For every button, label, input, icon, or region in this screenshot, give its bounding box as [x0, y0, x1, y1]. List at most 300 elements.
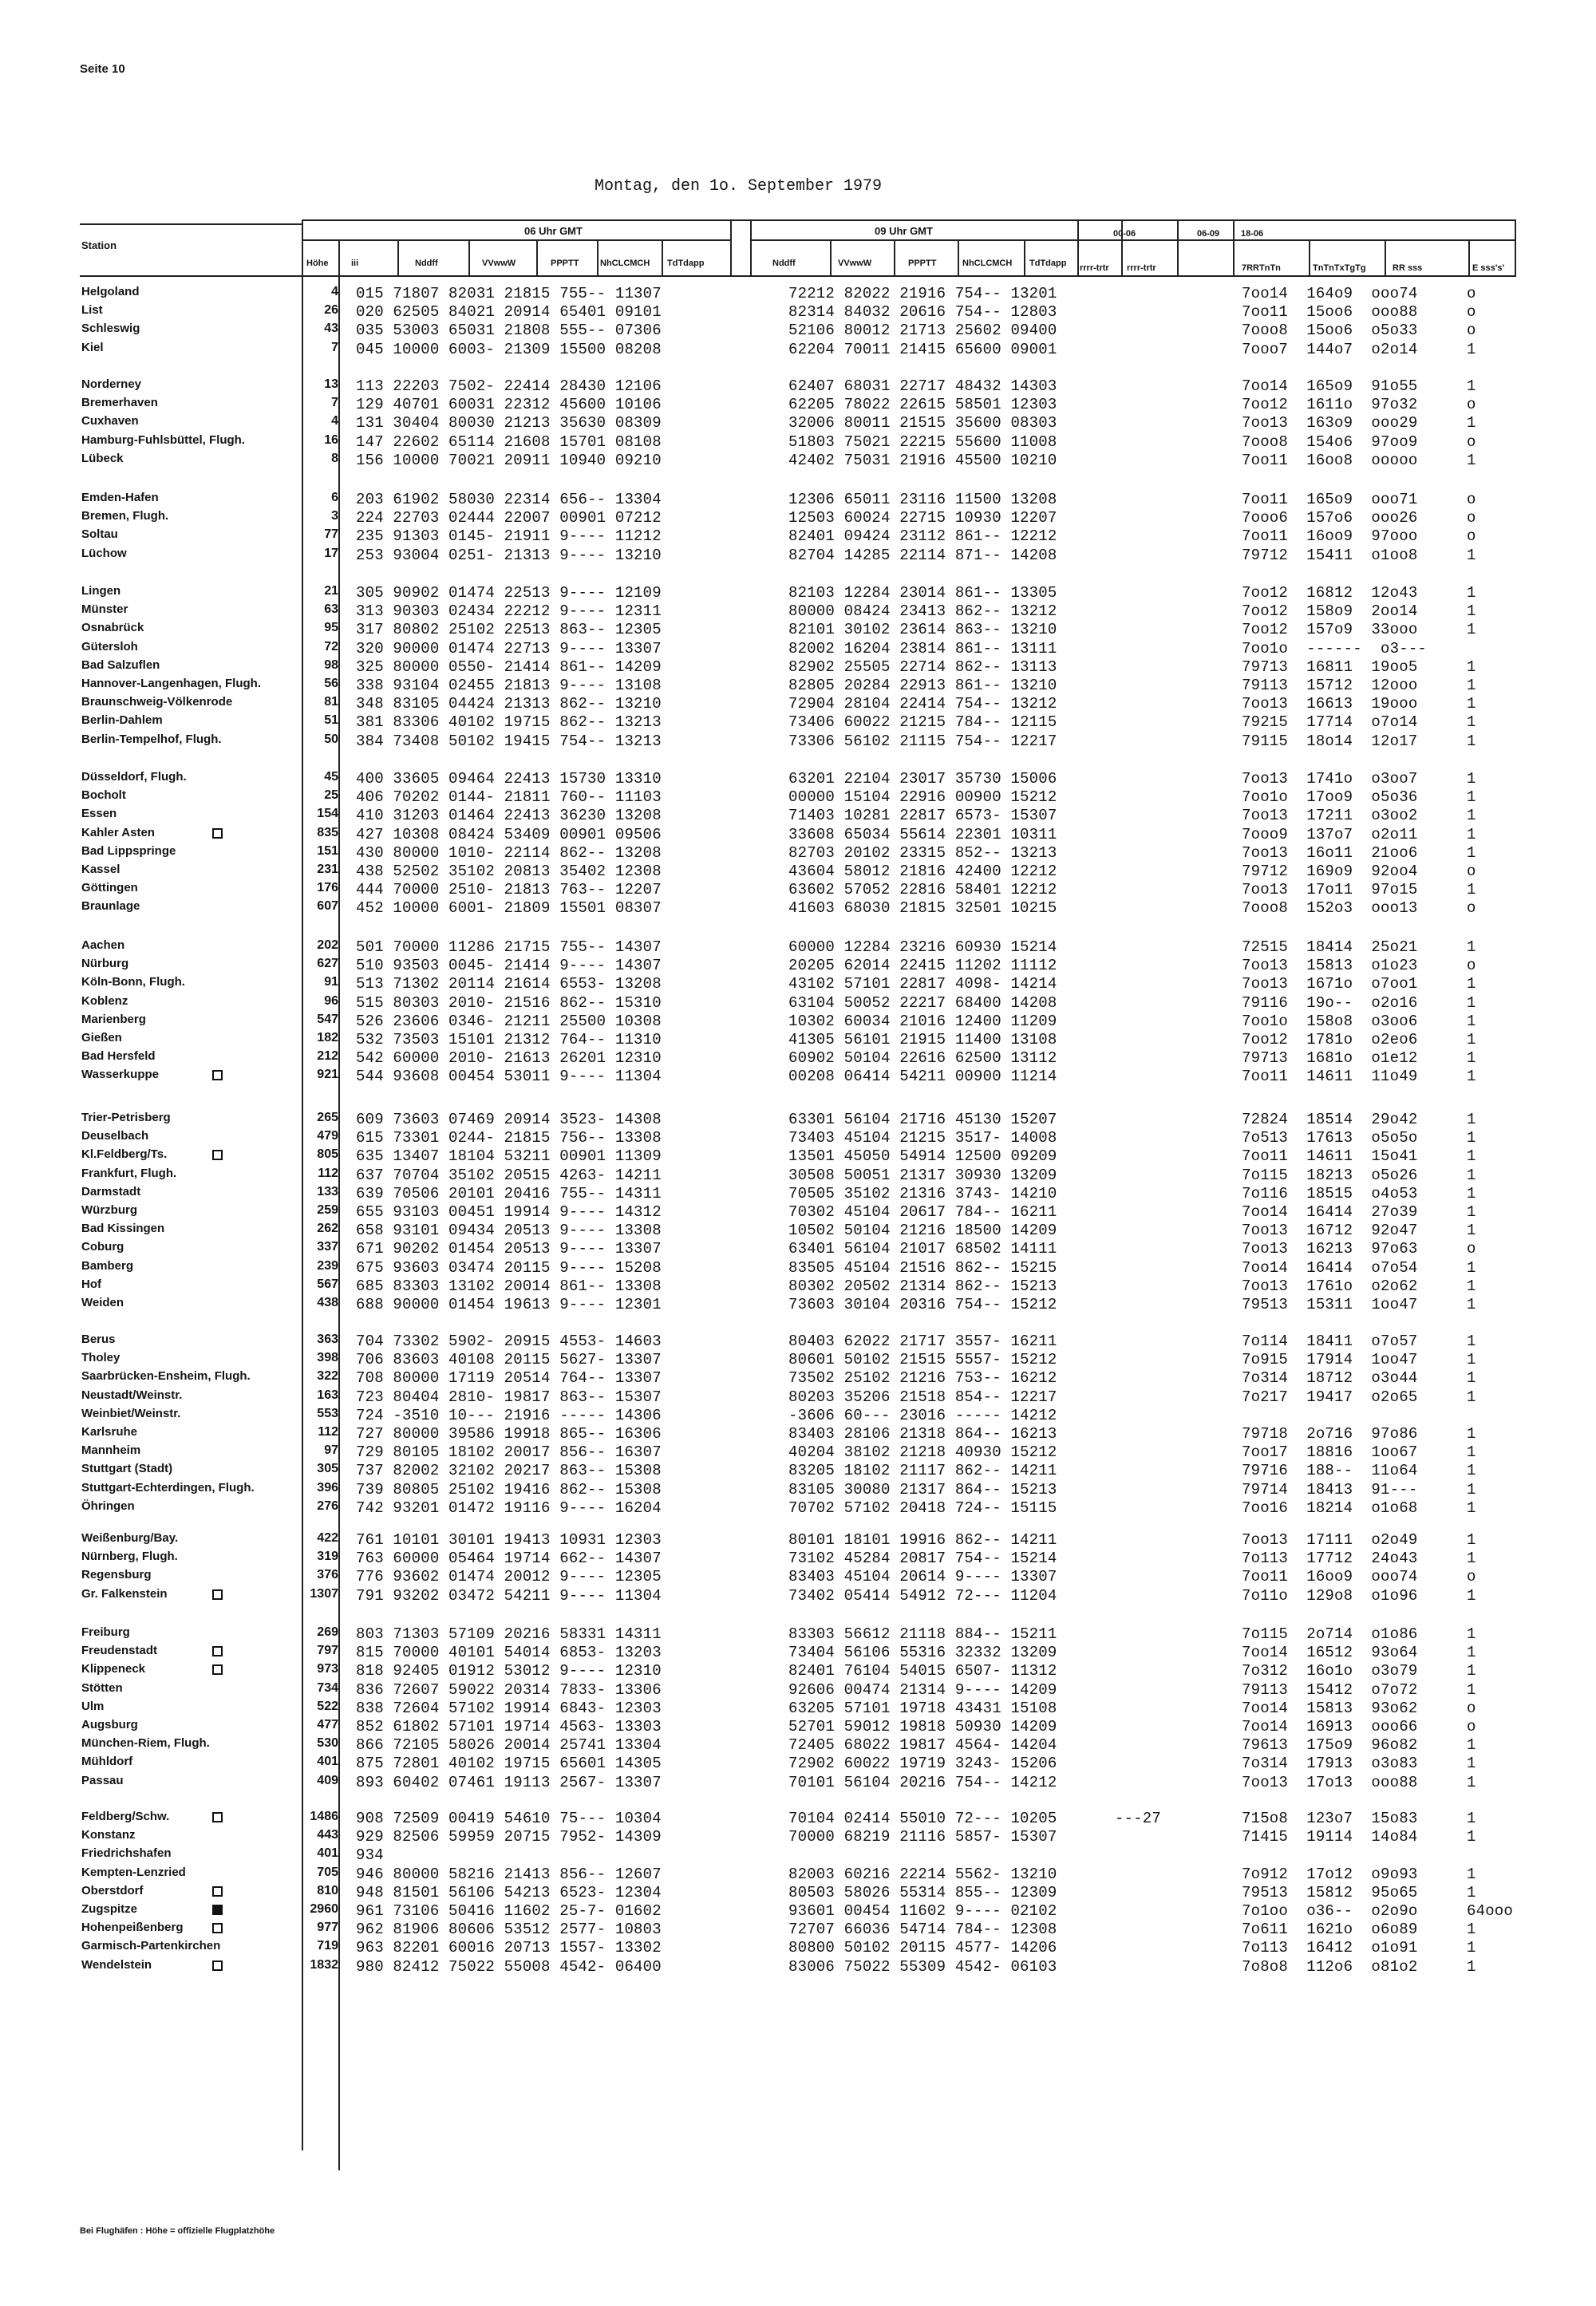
station-name: Berlin-Tempelhof, Flugh.: [81, 732, 222, 746]
obs-09-values: 82703 20102 23315 852-- 13213: [788, 843, 1057, 862]
obs-09-values: 82805 20284 22913 861-- 13210: [788, 677, 1057, 694]
obs-09-values: 70505 35102 21316 3743- 14210: [788, 1184, 1057, 1202]
snow-state-value: o: [1467, 1718, 1476, 1735]
station-height: 705: [317, 1865, 338, 1879]
obs-09-values: 20205 62014 22415 11202 11112: [788, 957, 1057, 975]
obs-06-values: 815 70000 40101 54014 6853- 13203: [356, 1644, 662, 1662]
page-label: Seite 10: [80, 62, 125, 76]
obs-09-values: 13501 45050 54914 12500 09209: [788, 1147, 1057, 1166]
station-name: Schleswig: [81, 322, 140, 336]
obs-06-values: 838 72604 57102 19914 6843- 12303: [356, 1699, 662, 1717]
station-height: 97: [324, 1443, 338, 1458]
station-height: 398: [317, 1351, 338, 1365]
obs-09-values: 71403 10281 22817 6573- 15307: [788, 807, 1057, 825]
obs-09-values: 72212 82022 21916 754-- 13201: [788, 285, 1057, 302]
temp-18-06-values: 7oo14 16414 27o39: [1242, 1203, 1418, 1221]
snow-state-value: 1: [1467, 770, 1476, 788]
obs-06-values: 147 22602 65114 21608 15701 08108: [356, 432, 662, 451]
station-name: Darmstadt: [81, 1184, 141, 1198]
temp-18-06-values: 7oo12 158o9 2oo14: [1242, 602, 1418, 621]
temp-18-06-values: 7o217 19417 o2o65: [1242, 1388, 1418, 1406]
station-height: 202: [317, 938, 338, 952]
station-name: Nürburg: [81, 957, 129, 971]
temp-18-06-values: 7oo14 164o9 ooo74: [1242, 285, 1418, 302]
temp-18-06-values: 7oo14 15813 93o62: [1242, 1699, 1418, 1717]
header-09-ppptt: PPPTT: [908, 259, 937, 268]
precip-extra: ---27: [1115, 1810, 1162, 1827]
temp-18-06-values: 7o113 17712 24o43: [1242, 1550, 1418, 1568]
snow-state-value: 1: [1467, 1203, 1476, 1221]
obs-06-values: 963 82201 60016 20713 1557- 13302: [356, 1939, 662, 1957]
obs-09-values: 32006 80011 21515 35600 08303: [788, 414, 1057, 432]
obs-06-values: 818 92405 01912 53012 9---- 12310: [356, 1662, 662, 1680]
temp-18-06-values: 7oo11 16oo9 ooo74: [1242, 1568, 1418, 1586]
temp-18-06-values: 7o113 16412 o1o91: [1242, 1939, 1418, 1957]
temp-18-06-values: 715o8 123o7 15o83: [1242, 1810, 1418, 1827]
station-height: 2960: [310, 1902, 338, 1916]
snow-state-value: 1: [1467, 1939, 1476, 1957]
station-height: 805: [317, 1147, 338, 1162]
obs-09-values: 63201 22104 23017 35730 15006: [788, 770, 1057, 788]
station-name: Neustadt/Weinstr.: [81, 1388, 183, 1402]
obs-06-values: 320 90000 01474 22713 9---- 13307: [356, 639, 662, 657]
obs-09-values: 80403 62022 21717 3557- 16211: [788, 1333, 1057, 1350]
station-name: Bad Kissingen: [81, 1222, 165, 1236]
snow-state-value: 1: [1467, 451, 1476, 469]
station-name: Würzburg: [81, 1203, 137, 1217]
station-height: 51: [324, 713, 338, 728]
header-tx: TnTnTxTgTg: [1313, 263, 1366, 273]
snow-state-value: 1: [1467, 1644, 1476, 1662]
station-name: Weißenburg/Bay.: [81, 1531, 179, 1545]
snow-state-value: 1: [1467, 414, 1476, 432]
obs-09-values: 40204 38102 21218 40930 15212: [788, 1443, 1057, 1462]
station-name: Lübeck: [81, 451, 124, 465]
station-name: Friedrichshafen: [81, 1846, 172, 1861]
station-name: Deuselbach: [81, 1129, 149, 1143]
obs-06-values: 737 82002 32102 20217 863-- 15308: [356, 1462, 662, 1480]
obs-06-values: 742 93201 01472 19116 9---- 16204: [356, 1499, 662, 1517]
temp-18-06-values: 79113 15712 12ooo: [1242, 677, 1418, 694]
obs-06-values: 317 80802 25102 22513 863-- 12305: [356, 621, 662, 639]
obs-06-values: 609 73603 07469 20914 3523- 14308: [356, 1111, 662, 1128]
header-09-vvwww: VVwwW: [838, 259, 872, 268]
obs-06-values: 384 73408 50102 19415 754-- 13213: [356, 732, 662, 750]
obs-06-values: 406 70202 0144- 21811 760-- 11103: [356, 788, 662, 807]
snow-state-value: 1: [1467, 1531, 1476, 1549]
mountain-station-square-icon: [212, 1070, 223, 1080]
station-height: 422: [317, 1531, 338, 1545]
obs-09-values: 33608 65034 55614 22301 10311: [788, 825, 1057, 843]
obs-06-values: 934: [356, 1846, 384, 1865]
station-name: Helgoland: [81, 285, 140, 298]
station-height: 72: [324, 639, 338, 653]
obs-06-values: 305 90902 01474 22513 9---- 12109: [356, 584, 662, 602]
station-name: Zugspitze: [81, 1902, 137, 1916]
station-name: Ulm: [81, 1699, 105, 1713]
station-height: 1307: [310, 1586, 338, 1601]
station-height: 17: [324, 546, 338, 560]
temp-18-06-values: 7oo13 1671o o7oo1: [1242, 975, 1418, 993]
temp-18-06-values: 7oo13 16712 92o47: [1242, 1222, 1418, 1240]
station-height: 151: [317, 843, 338, 858]
snow-state-value: 1: [1467, 677, 1476, 694]
station-height: 401: [317, 1755, 338, 1769]
obs-06-values: 791 93202 03472 54211 9---- 11304: [356, 1586, 662, 1605]
obs-09-values: 73603 30104 20316 754-- 15212: [788, 1296, 1057, 1313]
temp-18-06-values: 7o1oo o36-- o2o9o: [1242, 1902, 1418, 1920]
station-name: Cuxhaven: [81, 414, 139, 428]
station-name: Oberstdorf: [81, 1883, 144, 1897]
temp-18-06-values: 7oo13 17211 o3oo2: [1242, 807, 1418, 825]
station-height: 239: [317, 1258, 338, 1273]
station-name: Berus: [81, 1333, 116, 1346]
station-name: Augsburg: [81, 1718, 138, 1731]
station-height: 4: [331, 285, 338, 298]
header-06-ppptt: PPPTT: [551, 259, 579, 268]
obs-06-values: 348 83105 04424 21313 862-- 13210: [356, 695, 662, 713]
snow-state-value: 1: [1467, 1296, 1476, 1313]
obs-09-values: 43102 57101 22817 4098- 14214: [788, 975, 1057, 993]
station-name: Köln-Bonn, Flugh.: [81, 975, 185, 989]
station-name: Kassel: [81, 863, 120, 876]
obs-09-values: 83403 45104 20614 9---- 13307: [788, 1568, 1057, 1586]
obs-06-values: 727 80000 39586 19918 865-- 16306: [356, 1425, 662, 1443]
obs-09-values: 83205 18102 21117 862-- 14211: [788, 1462, 1057, 1480]
station-height: 112: [318, 1425, 338, 1439]
obs-09-values: 41603 68030 21815 32501 10215: [788, 899, 1057, 918]
snow-state-value: 1: [1467, 1443, 1476, 1462]
header-09-nhclcmch: NhCLCMCH: [962, 259, 1013, 268]
station-name: Frankfurt, Flugh.: [81, 1166, 177, 1180]
temp-18-06-values: 7o114 18411 o7o57: [1242, 1333, 1418, 1350]
obs-09-values: 60902 50104 22616 62500 13112: [788, 1049, 1057, 1068]
obs-06-values: 325 80000 0550- 21414 861-- 14209: [356, 657, 662, 676]
station-name: Hof: [81, 1277, 101, 1291]
station-height: 96: [324, 993, 338, 1008]
temp-18-06-values: 79714 18413 91---: [1242, 1480, 1418, 1499]
temp-18-06-values: 79116 19o-- o2o16: [1242, 993, 1418, 1012]
station-height: 810: [317, 1883, 338, 1897]
obs-06-values: 655 93103 00451 19914 9---- 14312: [356, 1203, 662, 1221]
snow-state-value: 1: [1467, 546, 1476, 564]
header-18-06: 18-06: [1241, 229, 1264, 239]
obs-09-values: 82003 60216 22214 5562- 13210: [788, 1865, 1057, 1883]
temp-18-06-values: 7oo17 18816 1oo67: [1242, 1443, 1418, 1462]
header-06-tdtdapp: TdTdapp: [667, 259, 705, 268]
station-height: 276: [317, 1499, 338, 1513]
station-name: Berlin-Dahlem: [81, 713, 163, 728]
station-name: Gr. Falkenstein: [81, 1586, 168, 1601]
temp-18-06-values: 7oo16 18214 o1o68: [1242, 1499, 1418, 1517]
station-height: 182: [317, 1031, 338, 1044]
station-name: Gießen: [81, 1031, 122, 1044]
obs-09-values: 63205 57101 19718 43431 15108: [788, 1699, 1057, 1717]
snow-state-value: o: [1467, 1240, 1476, 1258]
snow-state-value: 1: [1467, 1369, 1476, 1388]
obs-06-values: 946 80000 58216 21413 856-- 12607: [356, 1865, 662, 1883]
snow-state-value: o: [1467, 432, 1476, 451]
station-height: 376: [317, 1568, 338, 1582]
obs-06-values: 836 72607 59022 20314 7833- 13306: [356, 1680, 662, 1699]
temp-18-06-values: 7o11o 129o8 o1o96: [1242, 1586, 1418, 1605]
obs-06-values: 129 40701 60031 22312 45600 10106: [356, 396, 662, 414]
obs-06-values: 671 90202 01454 20513 9---- 13307: [356, 1240, 662, 1258]
temp-18-06-values: 7oo1o 158o8 o3oo6: [1242, 1012, 1418, 1030]
obs-06-values: 526 23606 0346- 21211 25500 10308: [356, 1012, 662, 1030]
station-name: Kahler Asten: [81, 825, 155, 839]
snow-state-value: 1: [1467, 695, 1476, 713]
station-height: 163: [317, 1388, 338, 1402]
header-09-gmt: 09 Uhr GMT: [875, 225, 933, 237]
station-height: 719: [317, 1939, 338, 1953]
obs-09-values: 72902 60022 19719 3243- 15206: [788, 1755, 1057, 1773]
temp-18-06-values: 7oo11 14611 15o41: [1242, 1147, 1418, 1166]
snow-state-value: o: [1467, 491, 1476, 508]
station-name: Koblenz: [81, 993, 128, 1008]
snow-state-value: 1: [1467, 1012, 1476, 1030]
temp-18-06-values: 72515 18414 25o21: [1242, 938, 1418, 956]
header-00-06: 00-06: [1113, 229, 1136, 239]
station-height: 477: [317, 1718, 338, 1731]
snow-state-value: 1: [1467, 1277, 1476, 1295]
obs-09-values: 51803 75021 22215 55600 11008: [788, 432, 1057, 451]
obs-09-values: 41305 56101 21915 11400 13108: [788, 1031, 1057, 1048]
temp-18-06-values: 79713 16811 19oo5: [1242, 657, 1418, 676]
snow-state-value: o: [1467, 527, 1476, 546]
obs-06-values: 852 61802 57101 19714 4563- 13303: [356, 1718, 662, 1735]
obs-06-values: 948 81501 56106 54213 6523- 12304: [356, 1883, 662, 1901]
obs-06-values: 203 61902 58030 22314 656-- 13304: [356, 491, 662, 508]
filled-square-icon: [212, 1905, 223, 1915]
snow-state-value: 1: [1467, 584, 1476, 602]
temp-18-06-values: 7oo13 1761o o2o62: [1242, 1277, 1418, 1295]
obs-09-values: 73306 56102 21115 754-- 12217: [788, 732, 1057, 750]
temp-18-06-values: 7oo13 16o11 21oo6: [1242, 843, 1418, 862]
obs-09-values: 00000 15104 22916 00900 15212: [788, 788, 1057, 807]
station-height: 319: [317, 1550, 338, 1564]
station-height: 322: [317, 1369, 338, 1384]
temp-18-06-values: 7oo11 165o9 ooo71: [1242, 491, 1418, 508]
station-height: 734: [317, 1680, 338, 1695]
snow-state-value: 1: [1467, 1111, 1476, 1128]
station-name: Göttingen: [81, 881, 138, 895]
obs-06-values: 510 93503 0045- 21414 9---- 14307: [356, 957, 662, 975]
temp-18-06-values: 7ooo8 15oo6 o5o33: [1242, 322, 1418, 340]
obs-09-values: 80503 58026 55314 855-- 12309: [788, 1883, 1057, 1901]
obs-06-values: 542 60000 2010- 21613 26201 12310: [356, 1049, 662, 1068]
station-name: List: [81, 303, 103, 318]
station-height: 112: [318, 1166, 338, 1180]
temp-18-06-values: 7oo14 16414 o7o54: [1242, 1258, 1418, 1277]
obs-09-values: 82401 76104 54015 6507- 11312: [788, 1662, 1057, 1680]
obs-09-values: 70104 02414 55010 72--- 10205: [788, 1810, 1057, 1827]
snow-state-value: o: [1467, 863, 1476, 880]
snow-state-value: 1: [1467, 1480, 1476, 1499]
obs-09-values: 80000 08424 23413 862-- 13212: [788, 602, 1057, 621]
station-height: 56: [324, 677, 338, 690]
temp-18-06-values: 7oo11 14611 11o49: [1242, 1068, 1418, 1086]
obs-09-values: 10502 50104 21216 18500 14209: [788, 1222, 1057, 1240]
mountain-station-square-icon: [212, 1923, 223, 1933]
snow-state-value: 1: [1467, 1031, 1476, 1048]
snow-state-value: 1: [1467, 1828, 1476, 1846]
obs-06-values: 980 82412 75022 55008 4542- 06400: [356, 1957, 662, 1976]
obs-09-values: -3606 60--- 23016 ----- 14212: [788, 1406, 1057, 1424]
header-station: Station: [81, 239, 117, 251]
station-height: 26: [324, 303, 338, 318]
obs-06-values: 131 30404 80030 21213 35630 08309: [356, 414, 662, 432]
obs-06-values: 513 71302 20114 21614 6553- 13208: [356, 975, 662, 993]
obs-09-values: 10302 60034 21016 12400 11209: [788, 1012, 1057, 1030]
station-height: 547: [317, 1012, 338, 1026]
snow-state-value: 1: [1467, 1462, 1476, 1480]
obs-09-values: 92606 00474 21314 9---- 14209: [788, 1680, 1057, 1699]
snow-state-value: 1: [1467, 1184, 1476, 1202]
temp-18-06-values: 7oo11 16oo8 ooooo: [1242, 451, 1418, 469]
temp-18-06-values: 7oo13 16213 97o63: [1242, 1240, 1418, 1258]
station-height: 231: [317, 863, 338, 876]
snow-state-value: 1: [1467, 1258, 1476, 1277]
snow-state-value: 1: [1467, 825, 1476, 843]
obs-06-values: 637 70704 35102 20515 4263- 14211: [356, 1166, 662, 1184]
obs-09-values: 63301 56104 21716 45130 15207: [788, 1111, 1057, 1128]
station-name: Mühldorf: [81, 1755, 133, 1769]
header-06-nhclcmch: NhCLCMCH: [600, 259, 650, 268]
obs-06-values: 723 80404 2810- 19817 863-- 15307: [356, 1388, 662, 1406]
station-height: 921: [317, 1068, 338, 1082]
station-name: Nürnberg, Flugh.: [81, 1550, 178, 1564]
station-name: Osnabrück: [81, 621, 144, 635]
obs-09-values: 72904 28104 22414 754-- 13212: [788, 695, 1057, 713]
obs-06-values: 706 83603 40108 20115 5627- 13307: [356, 1351, 662, 1369]
header-hoehe: Höhe: [306, 259, 329, 268]
obs-09-values: 82103 12284 23014 861-- 13305: [788, 584, 1057, 602]
mountain-station-square-icon: [212, 1664, 223, 1675]
temp-18-06-values: 7ooo6 157o6 ooo26: [1242, 509, 1418, 527]
snow-state-value: 1: [1467, 1425, 1476, 1443]
station-name: Bremerhaven: [81, 396, 158, 410]
station-name: Feldberg/Schw.: [81, 1810, 170, 1823]
station-name: Hamburg-Fuhlsbüttel, Flugh.: [81, 432, 245, 447]
snow-state-value: o: [1467, 396, 1476, 414]
snow-state-value: 1: [1467, 1755, 1476, 1773]
snow-state-value: 1: [1467, 938, 1476, 956]
obs-06-values: 253 93004 0251- 21313 9---- 13210: [356, 546, 662, 564]
station-height: 269: [317, 1625, 338, 1639]
obs-06-values: 544 93608 00454 53011 9---- 11304: [356, 1068, 662, 1086]
temp-18-06-values: 7oo13 163o9 ooo29: [1242, 414, 1418, 432]
temp-18-06-values: 7o611 1621o o6o89: [1242, 1921, 1418, 1939]
station-name: Braunschweig-Völkenrode: [81, 695, 233, 709]
obs-09-values: 63602 57052 22816 58401 12212: [788, 881, 1057, 899]
temp-18-06-values: 79716 188-- 11o64: [1242, 1462, 1418, 1480]
station-height: 3: [331, 509, 338, 523]
temp-18-06-values: 71415 19114 14o84: [1242, 1828, 1418, 1846]
station-height: 77: [324, 527, 338, 542]
obs-06-values: 688 90000 01454 19613 9---- 12301: [356, 1296, 662, 1313]
obs-06-values: 532 73503 15101 21312 764-- 11310: [356, 1031, 662, 1048]
temp-18-06-values: 7oo11 16oo9 97ooo: [1242, 527, 1418, 546]
temp-18-06-values: 7oo12 157o9 33ooo: [1242, 621, 1418, 639]
obs-09-values: 80101 18101 19916 862-- 14211: [788, 1531, 1057, 1549]
obs-06-values: 156 10000 70021 20911 10940 09210: [356, 451, 662, 469]
station-height: 81: [324, 695, 338, 709]
obs-09-values: 73402 05414 54912 72--- 11204: [788, 1586, 1057, 1605]
station-height: 305: [317, 1462, 338, 1476]
snow-state-value: 1: [1467, 1351, 1476, 1369]
snow-state-value: 1: [1467, 1810, 1476, 1827]
obs-06-values: 908 72509 00419 54610 75--- 10304: [356, 1810, 662, 1827]
obs-09-values: 62407 68031 22717 48432 14303: [788, 377, 1057, 395]
snow-state-value: o: [1467, 1699, 1476, 1717]
obs-06-values: 893 60402 07461 19113 2567- 13307: [356, 1773, 662, 1791]
station-name: Klippeneck: [81, 1662, 146, 1676]
snow-state-value: 1: [1467, 1147, 1476, 1166]
obs-09-values: 12503 60024 22715 10930 12207: [788, 509, 1057, 527]
obs-09-values: 80601 50102 21515 5557- 15212: [788, 1351, 1057, 1369]
station-height: 7: [331, 340, 338, 354]
snow-state-value: 1: [1467, 975, 1476, 993]
station-height: 45: [324, 770, 338, 784]
station-name: Öhringen: [81, 1499, 135, 1513]
page-title: Montag, den 1o. September 1979: [595, 177, 883, 195]
station-name: Coburg: [81, 1240, 124, 1254]
station-height: 567: [317, 1277, 338, 1291]
station-height: 176: [317, 881, 338, 895]
mountain-station-square-icon: [212, 1150, 223, 1160]
station-name: Mannheim: [81, 1443, 141, 1458]
temp-18-06-values: 7oo14 16913 ooo66: [1242, 1718, 1418, 1735]
snow-state-value: 1: [1467, 1166, 1476, 1184]
station-height: 98: [324, 657, 338, 672]
obs-06-values: 961 73106 50416 11602 25-7- 01602: [356, 1902, 662, 1920]
snow-state-value: 1: [1467, 1129, 1476, 1147]
temp-18-06-values: 7oo12 16812 12o43: [1242, 584, 1418, 602]
station-height: 21: [324, 584, 338, 598]
temp-18-06-values: 7oo13 16613 19ooo: [1242, 695, 1418, 713]
obs-06-values: 035 53003 65031 21808 555-- 07306: [356, 322, 662, 340]
mountain-station-square-icon: [212, 1646, 223, 1656]
snow-state-value: 1: [1467, 1550, 1476, 1568]
station-name: Lüchow: [81, 546, 127, 560]
obs-06-values: 501 70000 11286 21715 755-- 14307: [356, 938, 662, 956]
station-height: 50: [324, 732, 338, 746]
station-name: Konstanz: [81, 1828, 136, 1842]
obs-06-values: 639 70506 20101 20416 755-- 14311: [356, 1184, 662, 1202]
snow-state-value: 1: [1467, 843, 1476, 862]
obs-09-values: 73406 60022 21215 784-- 12115: [788, 713, 1057, 732]
station-height: 363: [317, 1333, 338, 1346]
temp-18-06-values: 79513 15812 95o65: [1242, 1883, 1418, 1901]
obs-06-values: 803 71303 57109 20216 58331 14311: [356, 1625, 662, 1643]
snow-state-value: 1: [1467, 1586, 1476, 1605]
obs-06-values: 015 71807 82031 21815 755-- 11307: [356, 285, 662, 302]
station-name: Stuttgart-Echterdingen, Flugh.: [81, 1480, 255, 1495]
temp-18-06-values: 79215 17714 o7o14: [1242, 713, 1418, 732]
station-height: 95: [324, 621, 338, 635]
station-height: 627: [317, 957, 338, 971]
station-name: Stuttgart (Stadt): [81, 1462, 173, 1476]
obs-06-values: 235 91303 0145- 21911 9---- 11212: [356, 527, 662, 546]
obs-06-values: 724 -3510 10--- 21916 ----- 14306: [356, 1406, 662, 1424]
header-06-vvwww: VVwwW: [482, 259, 516, 268]
station-height: 530: [317, 1736, 338, 1751]
station-name: Hohenpeißenberg: [81, 1921, 184, 1935]
obs-09-values: 72405 68022 19817 4564- 14204: [788, 1736, 1057, 1755]
header-iii: iii: [351, 259, 359, 268]
obs-06-values: 929 82506 59959 20715 7952- 14309: [356, 1828, 662, 1846]
